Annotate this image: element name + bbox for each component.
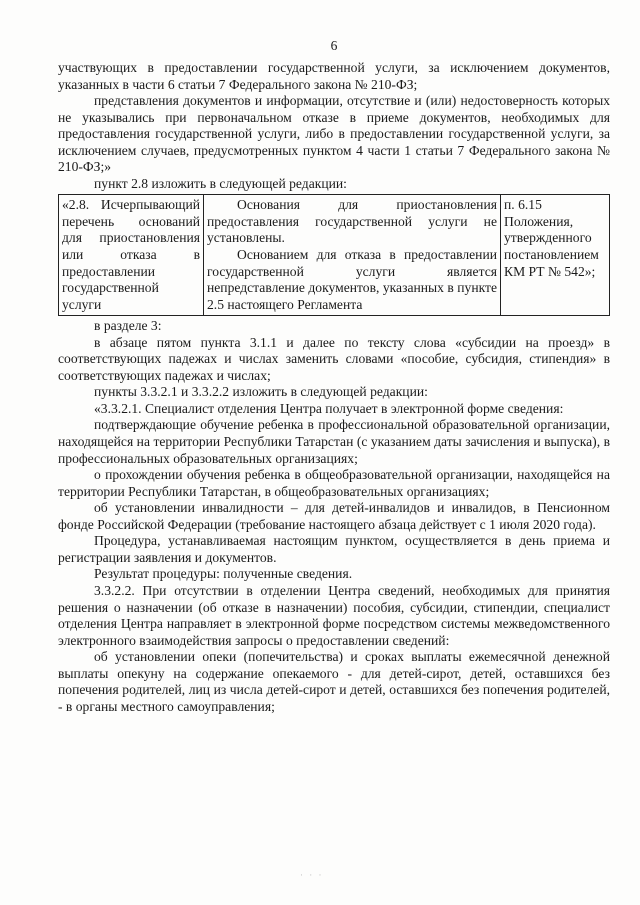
regulation-table xyxy=(58,194,610,316)
text-block-bottom xyxy=(58,318,610,715)
table-cell-reference: п. 6.15 Положения, утвержденного постановлением КМ РТ № 542»; xyxy=(501,195,610,316)
table-cell-heading: «2.8. Исчерпывающий перечень оснований для приостановления или отказа в предоставлении государственной услуги xyxy=(59,195,204,316)
paragraph: пункт 2.8 изложить в следующей редакции: xyxy=(94,175,347,191)
paragraph: о прохождении обучения ребенка в общеобразовательной организации, находящейся на территории Республики Татарстан, в общеобразовательных организациях; xyxy=(58,467,610,499)
paragraph: «3.3.2.1. Специалист отделения Центра получает в электронной форме сведения: xyxy=(94,400,564,416)
paragraph: 3.3.2.2. При отсутствии в отделении Центра сведений, необходимых для принятия решения о назначении (об отказе в назначении) пособия, субсидии, стипендии, специалист отделения Центра направляет в электронной форме посредством системы межведомственного электронного взаимодействия запросы о предоставлении сведений: xyxy=(58,582,610,648)
paragraph: в абзаце пятом пункта 3.1.1 и далее по тексту слова «субсидии на проезд» в соответствующих падежах и числах заменить словами «пособие, субсидия, стипендия» в соответствующих падежах и числах; xyxy=(58,334,610,383)
table-cell-paragraph: Основанием для отказа в предоставлении государственной услуги является непредставление документов, указанных в пункте 2.5 настоящего Регламента xyxy=(207,247,497,312)
paragraph: подтверждающие обучение ребенка в профессиональной образовательной организации, находящейся на территории Республики Татарстан (с указанием даты зачисления и выпуска), в профессиональных образовательных организациях; xyxy=(58,417,610,466)
page-number: 6 xyxy=(330,38,338,53)
table-row xyxy=(59,195,610,316)
table-cell-grounds xyxy=(204,195,501,316)
paragraph: об установлении опеки (попечительства) и сроках выплаты ежемесячной денежной выплаты опекуну на содержание опекаемого - для детей-сирот, детей, оставшихся без попечения родителей, лиц из числа детей-сирот и детей, оставшихся без попечения родителей, - в органы местного самоуправления; xyxy=(58,649,610,714)
text-block-top xyxy=(58,60,610,192)
scan-artifact: · · · xyxy=(300,870,324,880)
paragraph: об установлении инвалидности – для детей-инвалидов и инвалидов, в Пенсионном фонде Российской Федерации (требование настоящего абзаца действует с 1 июля 2020 года). xyxy=(58,500,610,532)
paragraph: Процедура, устанавливаемая настоящим пунктом, осуществляется в день приема и регистрации заявления и документов. xyxy=(58,533,610,565)
paragraph: участвующих в предоставлении государственной услуги, за исключением документов, указанных в части 6 статьи 7 Федерального закона № 210-ФЗ; xyxy=(58,60,610,92)
paragraph: пункты 3.3.2.1 и 3.3.2.2 изложить в следующей редакции: xyxy=(94,384,428,400)
paragraph: представления документов и информации, отсутствие и (или) недостоверность которых не указывались при первоначальном отказе в приеме документов, необходимых для предоставления государственной услуги, либо в предоставлении государственной услуги, за исключением случаев, предусмотренных пунктом 4 части 1 статьи 7 Федерального закона № 210-ФЗ;» xyxy=(58,93,610,175)
paragraph: Результат процедуры: полученные сведения. xyxy=(94,566,353,582)
table-cell-paragraph: Основания для приостановления предоставления государственной услуги не установлены. xyxy=(207,197,497,246)
paragraph: в разделе 3: xyxy=(94,318,162,334)
